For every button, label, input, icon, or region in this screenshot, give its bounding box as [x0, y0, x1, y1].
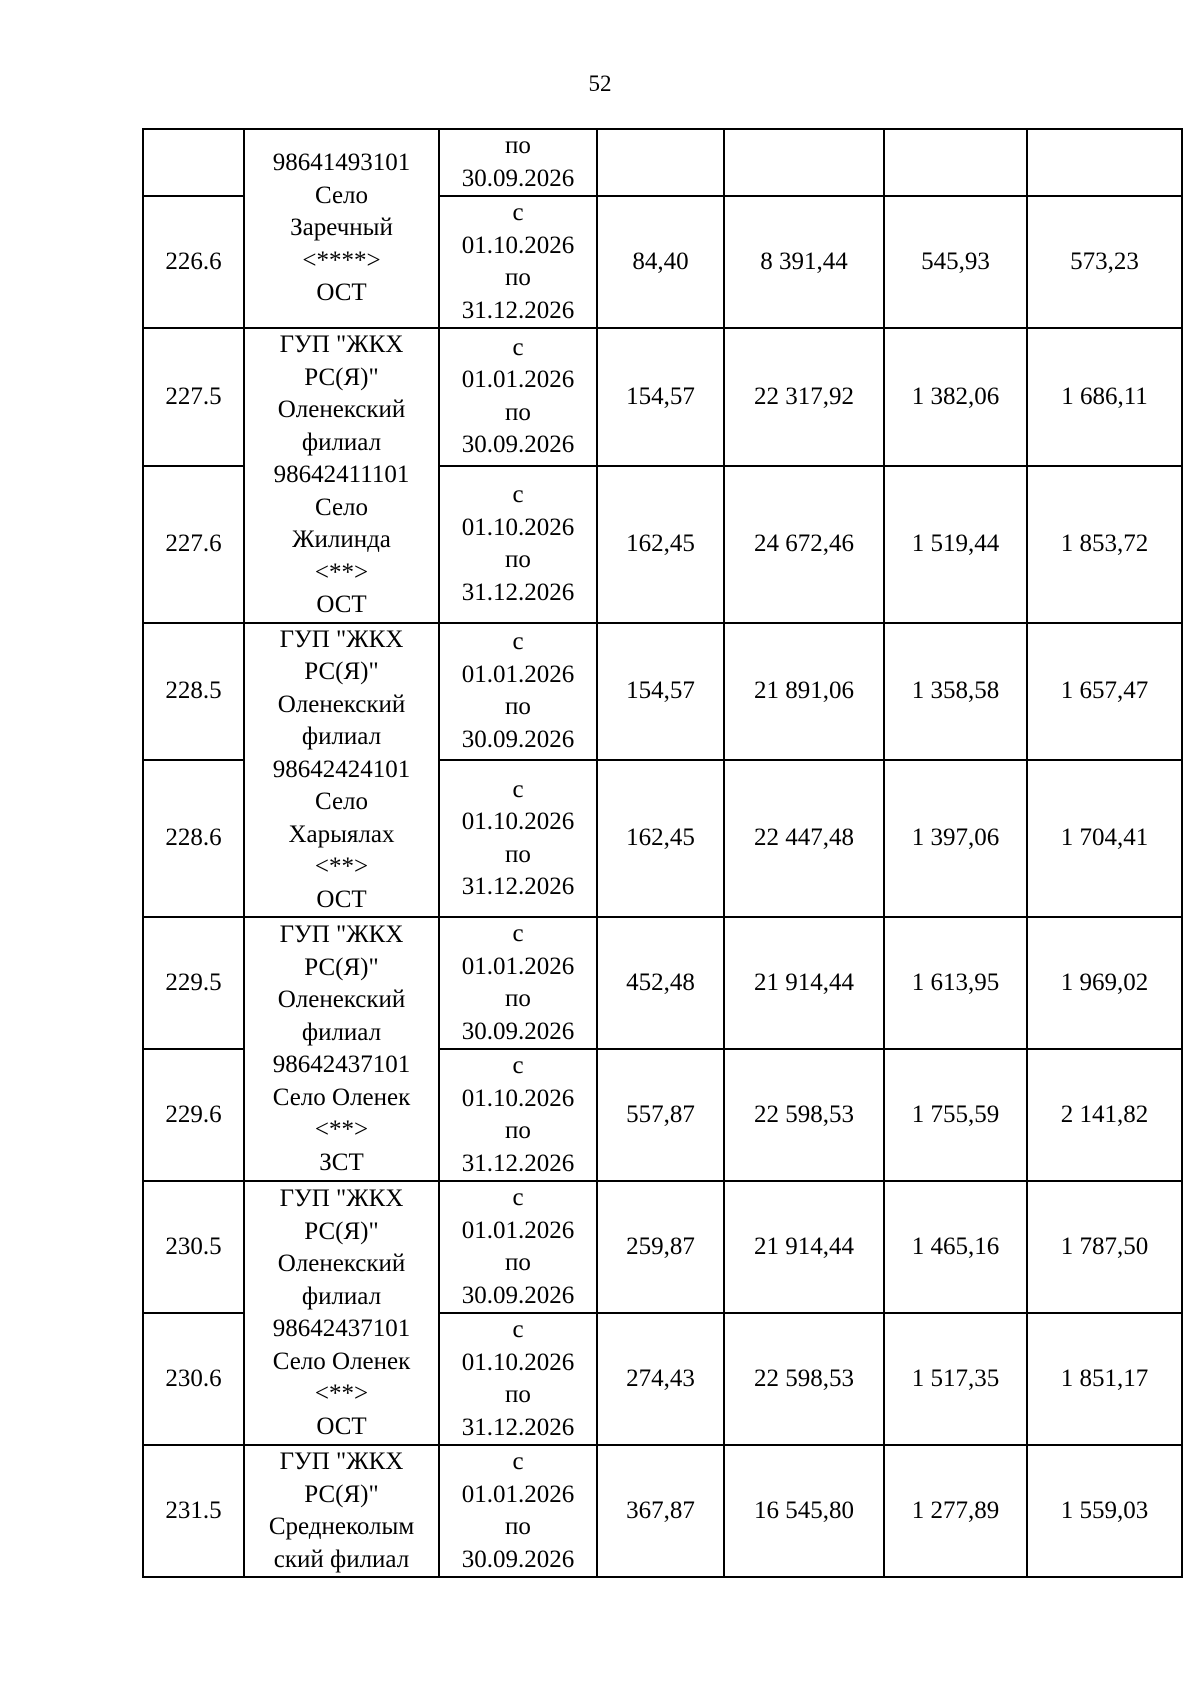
cell-line: с — [512, 481, 524, 509]
cell-line: ОСТ — [316, 591, 367, 618]
cell-line: 31.12.2026 — [461, 578, 575, 606]
value-cell: 1 686,11 — [1027, 328, 1182, 466]
cell-line: ОСТ — [316, 1412, 367, 1440]
cell-line: Харыялах — [288, 820, 395, 848]
value-cell: 24 672,46 — [724, 466, 884, 623]
value-cell: 21 914,44 — [724, 917, 884, 1049]
value-cell: 22 598,53 — [724, 1049, 884, 1181]
value-cell — [724, 129, 884, 196]
value-cell — [884, 129, 1027, 196]
cell-line: филиал — [301, 1018, 382, 1046]
row-number-cell — [143, 129, 244, 196]
page-number: 52 — [588, 71, 612, 96]
cell-line: ГУП "ЖКХ — [279, 625, 404, 653]
cell-line: 30.09.2026 — [461, 1017, 575, 1045]
cell-line: по — [505, 546, 531, 574]
row-number-cell: 231.5 — [143, 1445, 244, 1577]
cell-line: 31.12.2026 — [461, 1413, 575, 1441]
table-row — [143, 623, 1182, 761]
cell-line: 98642424101 — [272, 755, 411, 783]
cell-line: 30.09.2026 — [461, 1545, 575, 1573]
value-cell: 573,23 — [1027, 196, 1182, 328]
value-cell: 16 545,80 — [724, 1445, 884, 1577]
value-cell: 259,87 — [597, 1181, 724, 1313]
value-cell: 274,43 — [597, 1313, 724, 1445]
value-cell: 162,45 — [597, 466, 724, 623]
cell-line: с — [512, 628, 524, 656]
cell-line: 30.09.2026 — [461, 431, 575, 459]
cell-line: Среднеколым — [268, 1513, 415, 1540]
row-number-cell: 227.5 — [143, 328, 244, 466]
value-cell — [1027, 129, 1182, 196]
value-cell: 21 914,44 — [724, 1181, 884, 1313]
organization-cell — [244, 328, 439, 623]
cell-line: ЗСТ — [319, 1148, 364, 1176]
cell-line: 01.10.2026 — [461, 808, 575, 836]
cell-line: 01.10.2026 — [461, 1348, 575, 1376]
cell-line: по — [505, 1117, 531, 1144]
cell-line: с — [512, 775, 524, 803]
organization-cell — [244, 1181, 439, 1445]
cell-line: 31.12.2026 — [461, 1149, 575, 1177]
cell-line: 31.12.2026 — [461, 873, 575, 901]
organization-cell — [244, 623, 439, 918]
row-number-cell: 228.5 — [143, 623, 244, 761]
value-cell: 1 704,41 — [1027, 760, 1182, 917]
cell-line: Оленекский — [277, 690, 406, 718]
cell-line: РС(Я)" — [304, 363, 379, 391]
cell-line: 98642437101 — [272, 1315, 411, 1342]
cell-line: с — [512, 333, 524, 361]
period-cell — [439, 917, 597, 1049]
cell-line: по — [505, 693, 531, 721]
table-row — [143, 917, 1182, 1049]
cell-line: РС(Я)" — [304, 1480, 379, 1508]
value-cell: 1 559,03 — [1027, 1445, 1182, 1577]
row-number-cell: 226.6 — [143, 196, 244, 328]
value-cell: 1 787,50 — [1027, 1181, 1182, 1313]
cell-line: 30.09.2026 — [461, 725, 575, 753]
cell-line: ОСТ — [316, 279, 367, 307]
cell-line: ГУП "ЖКХ — [279, 921, 404, 948]
period-cell — [439, 466, 597, 623]
row-number-cell: 230.5 — [143, 1181, 244, 1313]
cell-line: ОСТ — [316, 885, 367, 913]
cell-line: <**> — [314, 1380, 369, 1407]
cell-line: с — [512, 1316, 524, 1343]
cell-line: 30.09.2026 — [461, 164, 575, 192]
row-number-cell: 230.6 — [143, 1313, 244, 1445]
cell-line: ский филиал — [273, 1545, 410, 1573]
cell-line: по — [505, 398, 531, 426]
cell-line: Село — [314, 181, 369, 209]
cell-line: по — [505, 132, 531, 159]
period-cell — [439, 129, 597, 196]
row-number-cell: 227.6 — [143, 466, 244, 623]
period-cell — [439, 196, 597, 328]
value-cell: 84,40 — [597, 196, 724, 328]
value-cell — [597, 129, 724, 196]
cell-line: с — [512, 1052, 524, 1079]
table-row — [143, 1445, 1182, 1577]
cell-line: по — [505, 1249, 531, 1276]
period-cell — [439, 623, 597, 761]
row-number-cell: 228.6 — [143, 760, 244, 917]
tariff-table-body — [143, 129, 1182, 1577]
cell-line: 01.10.2026 — [461, 513, 575, 541]
cell-line: 01.10.2026 — [461, 1084, 575, 1112]
cell-line: РС(Я)" — [304, 1217, 379, 1245]
cell-line: 01.01.2026 — [461, 952, 575, 980]
value-cell: 22 317,92 — [724, 328, 884, 466]
cell-line: по — [505, 1513, 531, 1540]
cell-line: 01.01.2026 — [461, 1216, 575, 1244]
cell-line: РС(Я)" — [304, 953, 379, 981]
cell-line: филиал — [301, 428, 382, 456]
value-cell: 162,45 — [597, 760, 724, 917]
value-cell: 1 851,17 — [1027, 1313, 1182, 1445]
value-cell: 8 391,44 — [724, 196, 884, 328]
table-row — [143, 1181, 1182, 1313]
value-cell: 1 277,89 — [884, 1445, 1027, 1577]
row-number-cell: 229.6 — [143, 1049, 244, 1181]
value-cell: 1 382,06 — [884, 328, 1027, 466]
row-number-cell: 229.5 — [143, 917, 244, 1049]
cell-line: Село Оленек — [272, 1083, 411, 1111]
cell-line: Заречный — [290, 214, 393, 242]
tariff-table — [142, 128, 1183, 1578]
cell-line: 30.09.2026 — [461, 1281, 575, 1309]
value-cell: 1 517,35 — [884, 1313, 1027, 1445]
period-cell — [439, 1313, 597, 1445]
cell-line: 01.01.2026 — [461, 660, 575, 688]
value-cell: 1 969,02 — [1027, 917, 1182, 1049]
organization-cell — [244, 1445, 439, 1577]
cell-line: филиал — [301, 723, 382, 750]
cell-line: по — [505, 264, 531, 291]
value-cell: 545,93 — [884, 196, 1027, 328]
cell-line: по — [505, 1381, 531, 1408]
value-cell: 1 853,72 — [1027, 466, 1182, 623]
period-cell — [439, 328, 597, 466]
cell-line: 98642411101 — [273, 461, 410, 488]
cell-line: <**> — [314, 1116, 369, 1143]
cell-line: <****> — [302, 246, 381, 274]
value-cell: 452,48 — [597, 917, 724, 1049]
cell-line: Село — [314, 788, 369, 815]
cell-line: РС(Я)" — [304, 658, 379, 685]
cell-line: по — [505, 985, 531, 1012]
cell-line: Оленекский — [277, 396, 406, 423]
cell-line: ГУП "ЖКХ — [279, 1448, 404, 1475]
organization-cell — [244, 917, 439, 1181]
cell-line: с — [512, 1448, 524, 1475]
cell-line: с — [512, 920, 524, 947]
value-cell: 154,57 — [597, 328, 724, 466]
cell-line: 01.01.2026 — [461, 366, 575, 394]
value-cell: 1 397,06 — [884, 760, 1027, 917]
cell-line: <**> — [314, 558, 369, 586]
cell-line: Жилинда — [292, 526, 391, 553]
period-cell — [439, 1181, 597, 1313]
cell-line: 98641493101 — [272, 149, 411, 177]
cell-line: <**> — [314, 853, 369, 880]
cell-line: Село Оленек — [272, 1347, 411, 1375]
cell-line: филиал — [301, 1282, 382, 1310]
value-cell: 1 613,95 — [884, 917, 1027, 1049]
value-cell: 1 755,59 — [884, 1049, 1027, 1181]
period-cell — [439, 1049, 597, 1181]
cell-line: 98642437101 — [272, 1051, 411, 1078]
value-cell: 557,87 — [597, 1049, 724, 1181]
table-row — [143, 129, 1182, 196]
cell-line: Село — [314, 493, 369, 521]
cell-line: 01.10.2026 — [461, 231, 575, 259]
period-cell — [439, 1445, 597, 1577]
cell-line: Оленекский — [277, 1250, 406, 1277]
value-cell: 1 519,44 — [884, 466, 1027, 623]
value-cell: 1 358,58 — [884, 623, 1027, 761]
value-cell: 22 598,53 — [724, 1313, 884, 1445]
cell-line: ГУП "ЖКХ — [279, 331, 404, 358]
cell-line: ГУП "ЖКХ — [279, 1185, 404, 1212]
table-row — [143, 328, 1182, 466]
value-cell: 154,57 — [597, 623, 724, 761]
cell-line: 01.01.2026 — [461, 1480, 575, 1508]
period-cell — [439, 760, 597, 917]
cell-line: с — [512, 1184, 524, 1211]
cell-line: 31.12.2026 — [461, 296, 575, 324]
cell-line: Оленекский — [277, 986, 406, 1013]
value-cell: 22 447,48 — [724, 760, 884, 917]
cell-line: по — [505, 840, 531, 868]
organization-cell — [244, 129, 439, 328]
cell-line: с — [512, 199, 524, 226]
value-cell: 367,87 — [597, 1445, 724, 1577]
value-cell: 21 891,06 — [724, 623, 884, 761]
value-cell: 1 657,47 — [1027, 623, 1182, 761]
value-cell: 2 141,82 — [1027, 1049, 1182, 1181]
value-cell: 1 465,16 — [884, 1181, 1027, 1313]
